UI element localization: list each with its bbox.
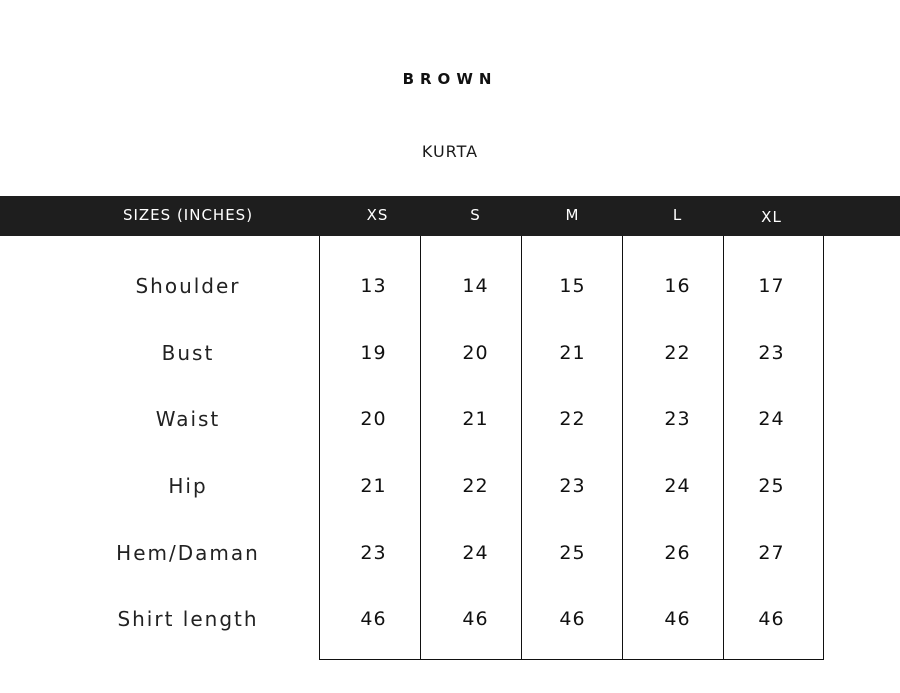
row-label-hem-daman: Hem/Daman xyxy=(116,541,260,565)
table-cell: 21 xyxy=(360,475,387,497)
table-cell: 24 xyxy=(664,475,691,497)
table-cell: 23 xyxy=(360,542,387,564)
header-size-xs: XS xyxy=(366,206,389,224)
table-cell: 46 xyxy=(664,608,691,630)
table-cell: 22 xyxy=(462,475,489,497)
header-size-l: L xyxy=(672,206,683,224)
table-cell: 25 xyxy=(758,475,785,497)
table-cell: 23 xyxy=(664,408,691,430)
table-cell: 17 xyxy=(758,275,785,297)
table-cell: 25 xyxy=(559,542,586,564)
table-cell: 20 xyxy=(462,342,489,364)
header-sizes-label: SIZES (INCHES) xyxy=(122,206,254,224)
header-size-s: S xyxy=(470,206,481,224)
table-cell: 22 xyxy=(559,408,586,430)
table-cell: 15 xyxy=(559,275,586,297)
brand-logo-text: BROWN xyxy=(402,70,498,88)
table-cell: 13 xyxy=(360,275,387,297)
row-label-bust: Bust xyxy=(161,341,215,365)
row-label-hip: Hip xyxy=(168,474,208,498)
table-cell: 46 xyxy=(462,608,489,630)
table-cell: 21 xyxy=(559,342,586,364)
table-cell: 21 xyxy=(462,408,489,430)
table-cell: 16 xyxy=(664,275,691,297)
product-type: KURTA xyxy=(421,142,479,161)
size-table-header xyxy=(0,196,900,236)
table-cell: 26 xyxy=(664,542,691,564)
table-cell: 20 xyxy=(360,408,387,430)
row-label-shoulder: Shoulder xyxy=(135,274,241,298)
table-cell: 46 xyxy=(758,608,785,630)
table-cell: 23 xyxy=(559,475,586,497)
table-cell: 24 xyxy=(758,408,785,430)
row-label-shirt-length: Shirt length xyxy=(117,607,259,631)
table-cell: 46 xyxy=(559,608,586,630)
table-cell: 14 xyxy=(462,275,489,297)
table-cell: 27 xyxy=(758,542,785,564)
table-cell: 23 xyxy=(758,342,785,364)
table-cell: 46 xyxy=(360,608,387,630)
table-cell: 19 xyxy=(360,342,387,364)
table-cell: 24 xyxy=(462,542,489,564)
header-size-xl: XL xyxy=(761,208,782,226)
table-cell: 22 xyxy=(664,342,691,364)
row-label-waist: Waist xyxy=(155,407,221,431)
header-size-m: M xyxy=(565,206,580,224)
